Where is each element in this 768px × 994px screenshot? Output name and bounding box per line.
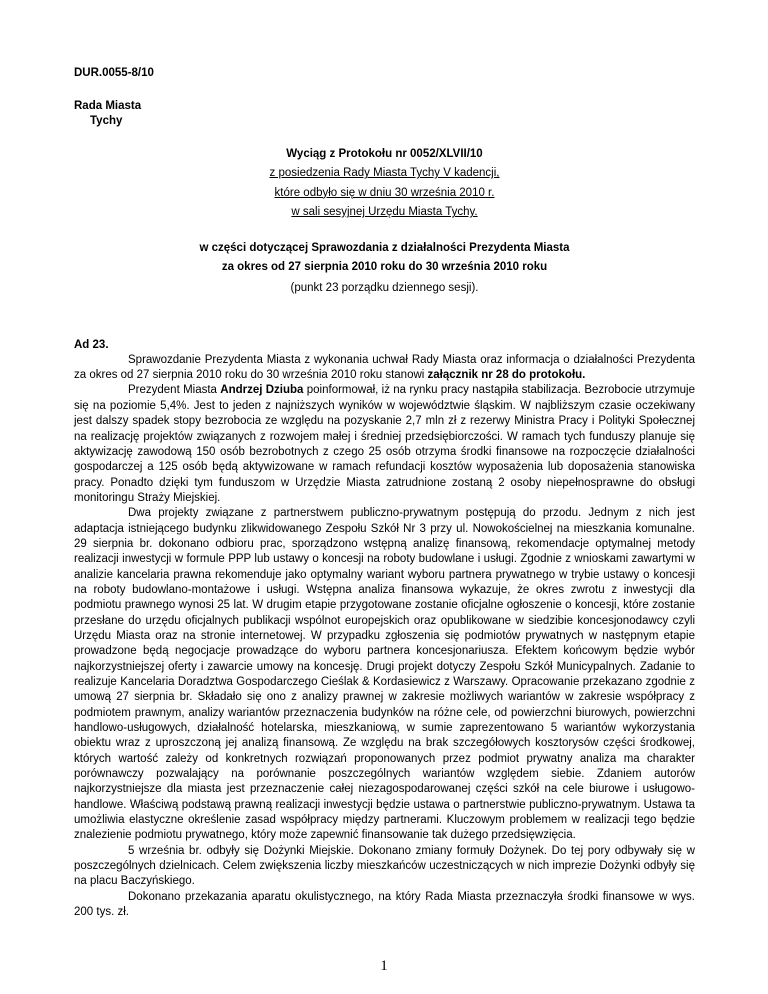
organization-name [74,99,695,129]
attachment-reference-end: . [582,369,586,382]
protocol-title [74,145,695,223]
paragraph-ophthalmic-device: Dokonano przekazania aparatu okulistycznego, na który Rada Miasta przeznaczyła środki finansowe w wys. 200 tys. zł. [74,890,695,919]
paragraph-report-text: Sprawozdanie Prezydenta Miasta z wykonania uchwał Rady Miasta oraz informacja o działalności Prezydenta za okres od 27 sierpnia 2010 roku do 30 września 2010 roku stanowi [74,353,695,382]
document-number: DUR.0055-8/10 [74,67,154,79]
scope-line-1: w części dotyczącej Sprawozdania z działalności Prezydenta Miasta [199,241,570,254]
paragraph-report [74,353,695,384]
attachment-reference: załącznik nr 28 do protokołu [427,369,583,382]
protocol-title-line-2: z posiedzenia Rady Miasta Tychy V kadencji, [269,167,500,180]
paragraph-employment-text: poinformował, iż na rynku pracy nastąpiła stabilizacja. Bezrobocie utrzymuje się na poziomie 5,4%. Jest to jeden z najniższych wyników w województwie śląskim. W najbliższym czasie oczekiwany jest dalszy spadek stopy bezrobocia ze względu na pozyskanie 2,7 mln zł z rezerwy Ministra Pracy i Polityki Społecznej na realizację projektów związanych z rozwojem małej i średniej przedsiębiorczości. W ramach tych funduszy planuje się aktywizację zawodową 150 osób bezrobotnych z czego 25 osób otrzyma środki finansowe na rozpoczęcie działalności gospodarczej a 125 osób będą aktywizowane w ramach refundacji kosztów wyposażenia lub doposażenia stanowiska pracy. Ponadto dzięki tym funduszom w Urzędzie Miasta zatrudnione zostaną 2 osoby niepełnosprawne do obsługi monitoringu Straży Miejskiej. [74,384,696,504]
agenda-item-heading: Ad 23. [74,338,109,351]
paragraph-ppp-projects: Dwa projekty związane z partnerstwem publiczno-prywatnym postępują do przodu. Jednym z nich jest adaptacja istniejącego budynku zlikwidowanego Zespołu Szkół Nr 3 przy ul. Nowokościelnej na mieszkania komunalne. 29 sierpnia br. dokonano odbioru prac, sporządzono wstępną analizę finansową, rekomendacje optymalnej metody realizacji inwestycji w formule PPP lub ustawy o koncesji na roboty budowlane i usługi. Zgodnie z wnioskami zawartymi w analizie kancelaria prawna rekomenduje jako optymalny wariant wyboru partnera prywatnego w trybie ustawy o koncesji na roboty budowlano-montażowe i usługi. Wstępna analiza finansowa wykazuje, że okres zwrotu z inwestycji dla podmiotu prawnego wynosi 25 lat. W drugim etapie przygotowane zostanie oficjalne ogłoszenie o koncesji, które zostanie przesłane do urzędu oficjalnych publikacji wspólnot europejskich oraz opublikowane w siedzibie koncesjonodawcy czyli Urzędu Miasta oraz na stronie internetowej. W przypadku zgłoszenia się podmiotów prywatnych w następnym etapie prowadzone będą negocjacje prowadzące do wyboru partnera koncesjonariusza. Efektem końcowym będzie wybór najkorzystniejszej oferty i zawarcie umowy na koncesję. Drugi projekt dotyczy Zespołu Szkół Municypalnych. Zadanie to realizuje Kancelaria Doradztwa Gospodarczego Cieślak & Kordasiewicz z Warszawy. Opracowanie przekazano zgodnie z umową 27 sierpnia br. Składało się ono z analizy prawnej w zakresie możliwych wariantów w zakresie współpracy z podmiotem prawnym, analizy wariantów przeznaczenia budynków na różne cele, od powierzchni biurowych, powierzchni handlowo-usługowych, działalność hotelarska, mieszkaniową, w sumie zaprezentowano 5 wariantów wykorzystania obiektu wraz z uproszczoną jej analizą finansową. Ze względu na brak szczegółowych kosztorysów części środkowej, których wartość zależy od konkretnych rozwiązań proponowanych przez podmiot prywatny analiza ma charakter porównawczy pozwalający na porównanie poszczególnych wariantów względem siebie. Zdaniem autorów najkorzystniejsze dla miasta jest przeznaczenie całej niezagospodarowanej części szkół na cele biurowe i usługowo-handlowe. Właściwą podstawą prawną realizacji inwestycji będzie ustawa o partnerstwie publiczno-prywatnym. Ustawa ta umożliwia elastyczne określenie zasad współpracy między partnerami. Kluczowym problemem w realizacji tego będzie znalezienie podmiotu prywatnego, który może zapewnić finansowanie tak dużego przedsięwzięcia. [74,507,695,842]
protocol-title-line-4: w sali sesyjnej Urzędu Miasta Tychy. [291,206,478,219]
scope-block [74,239,695,298]
organization-line-2: Tychy [90,115,123,128]
paragraph-employment-intro: Prezydent Miasta [128,384,221,397]
speaker-name: Andrzej Dziuba [220,384,304,397]
paragraph-harvest-festival: 5 września br. odbyły się Dożynki Miejskie. Dokonano zmiany formuły Dożynek. Do tej pory odbywały się w poszczególnych dzielnicach. Celem zwiększenia liczby mieszkańców uczestniczących w nich imprezie Dożynki odbyły się na placu Baczyńskiego. [74,844,695,888]
protocol-title-line-3: które odbyło się w dniu 30 września 2010 r. [274,186,495,199]
scope-line-2: za okres od 27 sierpnia 2010 roku do 30 września 2010 roku [221,260,548,273]
paragraph-employment [74,383,695,506]
document-body [74,66,695,921]
scope-line-3: (punkt 23 porządku dziennego sesji). [290,281,479,294]
protocol-title-main: Wyciąg z Protokołu nr 0052/XLVII/10 [286,148,483,161]
page-number: 1 [380,958,388,974]
organization-line-1: Rada Miasta [74,100,142,113]
